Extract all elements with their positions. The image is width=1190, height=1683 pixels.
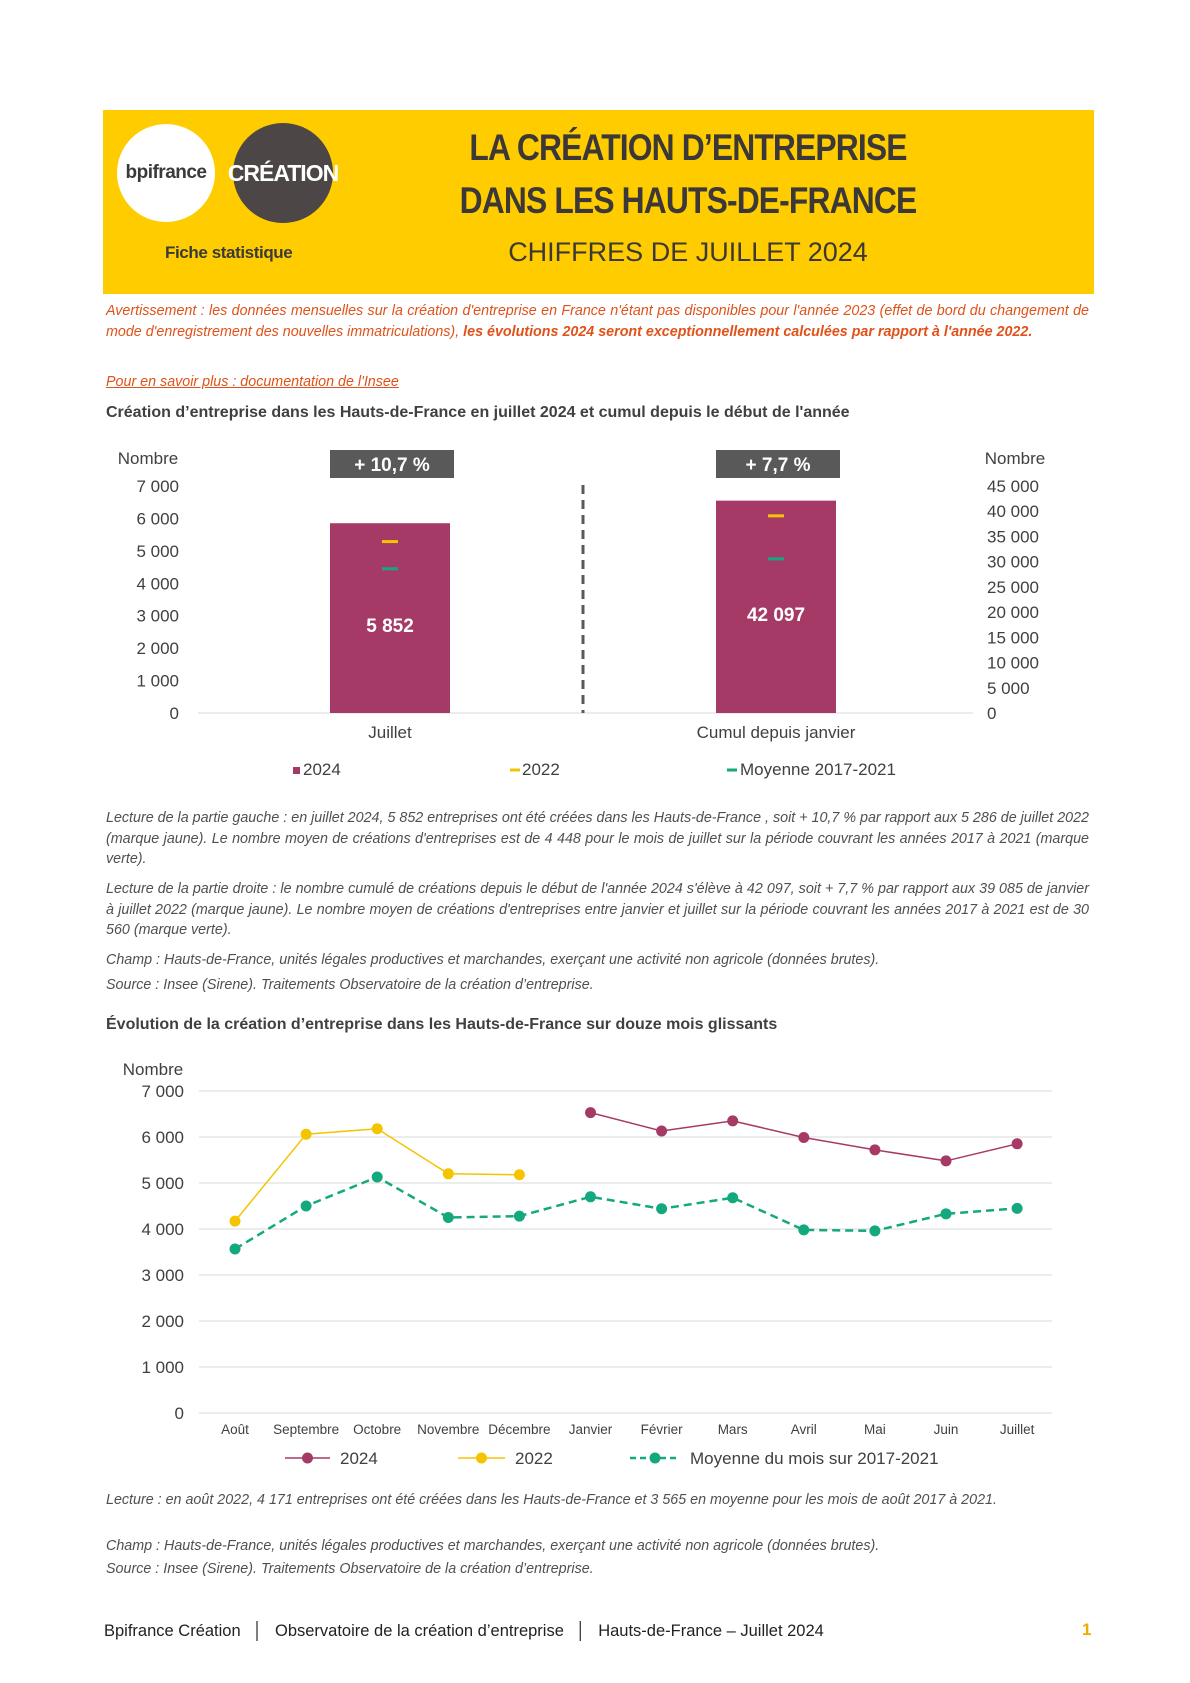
champ-2: Champ : Hauts-de-France, unités légales productives et marchandes, exerçant une activité non agricole (données brutes). (106, 1538, 880, 1554)
y-tick-right: 0 (987, 704, 997, 723)
source-2: Source : Insee (Sirene). Traitements Observatoire de la création d’entreprise. (106, 1561, 594, 1577)
header-banner (103, 110, 1094, 294)
data-point (727, 1115, 738, 1126)
data-point (372, 1123, 383, 1134)
x-tick-label: Novembre (417, 1422, 480, 1437)
creation-logo (227, 123, 339, 223)
y-tick-left: 0 (169, 704, 179, 723)
data-point (869, 1144, 880, 1155)
bpifrance-logo-text: bpifrance (125, 162, 207, 183)
bar-chart (0, 430, 1190, 810)
x-tick-label: Avril (790, 1422, 817, 1437)
data-point (585, 1191, 596, 1202)
y-tick-left: 5 000 (136, 541, 179, 561)
creation-logo-text: CRÉATION (227, 159, 339, 186)
y-tick-label: 3 000 (141, 1266, 184, 1285)
y-tick-right: 35 000 (987, 527, 1039, 547)
x-tick-label: Août (221, 1422, 249, 1437)
footer-separator: │ (575, 1622, 587, 1640)
y-axis-label-right: Nombre (984, 449, 1046, 468)
data-point (514, 1211, 525, 1222)
x-tick-label: Octobre (353, 1422, 402, 1437)
champ-1: Champ : Hauts-de-France, unités légales productives et marchandes, exerçant une activité non agricole (données brutes). (106, 952, 880, 968)
page-subtitle: CHIFFRES DE JUILLET 2024 (508, 237, 868, 267)
x-tick-label: Décembre (488, 1422, 551, 1437)
x-tick-label: Mai (864, 1422, 886, 1437)
data-point (1012, 1138, 1023, 1149)
x-tick-label: Janvier (568, 1422, 613, 1437)
reading-left: Lecture de la partie gauche : en juillet 2024, 5 852 entreprises ont été créées dans les Hauts-de-France , soit + 10,7 % par rapport aux 5 286 de juillet 2022 (marque jaune). Le nombre moyen de créations d'entreprises est de 4 448 pour le mois de juillet sur la période couvrant les années 2017 à 2021 (marque verte). (106, 810, 1089, 867)
y-tick-right: 20 000 (987, 603, 1039, 623)
y-tick-left: 4 000 (136, 574, 179, 594)
bar-data-label: 42 097 (746, 604, 806, 626)
x-tick-label: Juillet (999, 1422, 1035, 1437)
legend-marker (476, 1453, 487, 1464)
footer (104, 1622, 824, 1641)
y-tick-right: 5 000 (987, 678, 1030, 698)
data-point (443, 1168, 454, 1179)
y-tick-label: 5 000 (141, 1174, 184, 1193)
legend-label: 2024 (340, 1449, 378, 1468)
y-axis-label: Nombre (122, 1060, 184, 1079)
page-number: 1 (1082, 1620, 1092, 1639)
data-point (656, 1126, 667, 1137)
series-line (235, 1177, 1017, 1249)
y-tick-right: 40 000 (987, 502, 1039, 522)
reading-right: Lecture de la partie droite : le nombre cumulé de créations depuis le début de l'année 2024 s'élève à 42 097, soit + 7,7 % par rapport aux 39 085 de janvier à juillet 2022 (marque jaune). Le nombre moyen de créations d'entreprises entre janvier et juillet sur la période couvrant les années 2017 à 2021 est de 30 560 (marque verte). (106, 881, 1089, 938)
y-tick-right: 15 000 (987, 628, 1039, 648)
data-point (514, 1169, 525, 1180)
page-title-line2: DANS LES HAUTS-DE-FRANCE (459, 180, 917, 221)
legend-2024: 2024 (303, 760, 341, 779)
data-point (941, 1155, 952, 1166)
chart2-title: Évolution de la création d’entreprise dans les Hauts-de-France sur douze mois glissants (106, 1016, 778, 1033)
data-point (656, 1203, 667, 1214)
y-tick-right: 25 000 (987, 577, 1039, 597)
data-point (443, 1212, 454, 1223)
y-tick-left: 6 000 (136, 509, 179, 529)
data-point (941, 1208, 952, 1219)
data-point (230, 1244, 241, 1255)
legend-2022: 2022 (522, 760, 560, 779)
fiche-label: Fiche statistique (165, 243, 293, 262)
y-tick-label: 1 000 (141, 1358, 184, 1377)
y-tick-label: 4 000 (141, 1220, 184, 1239)
legend-swatch-2024 (293, 767, 300, 774)
x-tick-label: Septembre (273, 1422, 340, 1437)
y-tick-left: 2 000 (136, 639, 179, 659)
y-tick-label: 6 000 (141, 1128, 184, 1147)
chart1-title: Création d’entreprise dans les Hauts-de-France en juillet 2024 et cumul depuis le début de l'année (106, 404, 850, 421)
footer-separator: │ (252, 1622, 263, 1640)
warning-main: Avertissement : les données mensuelles sur la création d'entreprise en France n'étant pas disponibles pour l'année 2023 (effet de bord du changement de mode d'enregistrement des nouvelles immatriculations), (106, 303, 1089, 340)
data-point (798, 1224, 809, 1235)
legend-average: Moyenne 2017-2021 (740, 760, 896, 779)
line-chart (0, 1050, 1190, 1480)
x-tick-label: Juillet (368, 723, 412, 742)
y-tick-left: 1 000 (136, 671, 179, 691)
evolution-label: + 10,7 % (354, 455, 430, 476)
data-point (372, 1172, 383, 1183)
data-point (585, 1107, 596, 1118)
page-title-line1: LA CRÉATION D’ENTREPRISE (469, 127, 907, 168)
y-tick-label: 0 (174, 1404, 184, 1423)
footer-region: Hauts-de-France – Juillet 2024 (598, 1622, 824, 1640)
y-tick-label: 7 000 (141, 1082, 184, 1101)
insee-doc-link[interactable]: Pour en savoir plus : documentation de l'Insee (106, 374, 399, 390)
y-tick-left: 3 000 (136, 606, 179, 626)
legend-label: 2022 (515, 1449, 553, 1468)
x-tick-label: Juin (933, 1422, 959, 1437)
warning-text (106, 301, 1089, 343)
evolution-label: + 7,7 % (745, 455, 811, 476)
data-point (301, 1129, 312, 1140)
y-tick-right: 30 000 (987, 552, 1039, 572)
data-point (798, 1132, 809, 1143)
data-point (230, 1216, 241, 1227)
y-axis-label-left: Nombre (117, 449, 179, 468)
source-1: Source : Insee (Sirene). Traitements Observatoire de la création d’entreprise. (106, 977, 594, 993)
data-point (869, 1225, 880, 1236)
footer-brand: Bpifrance Création (104, 1622, 241, 1640)
y-tick-label: 2 000 (141, 1312, 184, 1331)
x-tick-label: Cumul depuis janvier (696, 723, 856, 742)
reading-2: Lecture : en août 2022, 4 171 entreprises ont été créées dans les Hauts-de-France et 3 565 en moyenne pour les mois de août 2017 à 2021. (106, 1492, 997, 1508)
bpifrance-logo (117, 124, 215, 222)
x-tick-label: Février (640, 1422, 683, 1437)
legend-marker (650, 1453, 661, 1464)
warning-bold: les évolutions 2024 seront exceptionnellement calculées par rapport à l'année 2022. (463, 324, 1033, 340)
legend-label: Moyenne du mois sur 2017-2021 (690, 1449, 939, 1468)
legend-marker (302, 1453, 313, 1464)
data-point (301, 1201, 312, 1212)
y-tick-left: 7 000 (136, 477, 179, 496)
footer-observatory: Observatoire de la création d’entreprise (274, 1622, 564, 1640)
y-tick-right: 45 000 (987, 477, 1039, 496)
data-point (1012, 1203, 1023, 1214)
y-tick-right: 10 000 (987, 653, 1039, 673)
bar-data-label: 5 852 (366, 616, 414, 638)
data-point (727, 1192, 738, 1203)
x-tick-label: Mars (717, 1422, 748, 1437)
